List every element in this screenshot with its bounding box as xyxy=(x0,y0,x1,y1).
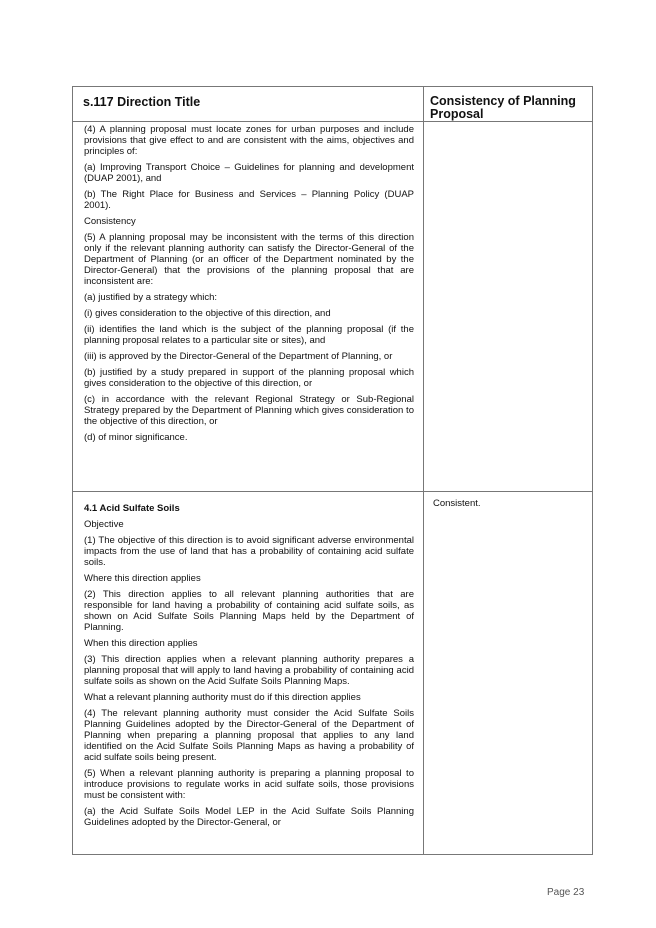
paragraph: (a) Improving Transport Choice – Guidelines for planning and development (DUAP 2001), and xyxy=(84,162,414,184)
paragraph: When this direction applies xyxy=(84,638,198,649)
paragraph: (4) The relevant planning authority must consider the Acid Sulfate Soils Planning Guidelines adopted by the Director-General of the Department of Planning when preparing a planning proposal that applies to any land identified on the Acid Sulfate Soils Planning Maps as having a probability of acid sulfate soils being present. xyxy=(84,708,414,763)
header-rule xyxy=(73,121,592,122)
row1-direction-text xyxy=(84,124,414,448)
column-divider xyxy=(423,87,424,854)
row-rule xyxy=(73,491,592,492)
paragraph: (4) A planning proposal must locate zones for urban purposes and include provisions that give effect to and are consistent with the aims, objectives and principles of: xyxy=(84,124,414,157)
paragraph: (iii) is approved by the Director-General of the Department of Planning, or xyxy=(84,351,393,362)
section-heading: 4.1 Acid Sulfate Soils xyxy=(84,503,180,514)
header-consistency: Consistency of Planning Proposal xyxy=(430,94,576,121)
paragraph: Where this direction applies xyxy=(84,573,201,584)
paragraph: (b) justified by a study prepared in support of the planning proposal which gives consideration to the objective of this direction, or xyxy=(84,367,414,389)
paragraph: Objective xyxy=(84,519,124,530)
paragraph: (i) gives consideration to the objective of this direction, and xyxy=(84,308,331,319)
paragraph: (5) When a relevant planning authority is preparing a planning proposal to introduce provisions to regulate works in acid sulfate soils, those provisions must be consistent with: xyxy=(84,768,414,801)
paragraph: (a) the Acid Sulfate Soils Model LEP in the Acid Sulfate Soils Planning Guidelines adopted by the Director-General, or xyxy=(84,806,414,828)
paragraph: (ii) identifies the land which is the subject of the planning proposal (if the planning proposal relates to a particular site or sites), and xyxy=(84,324,414,346)
paragraph: (2) This direction applies to all relevant planning authorities that are responsible for land having a probability of containing acid sulfate soils, as shown on Acid Sulfate Soils Planning Maps held by the Department of Planning. xyxy=(84,589,414,633)
paragraph: (3) This direction applies when a relevant planning authority prepares a planning proposal that will apply to land having a probability of containing acid sulfate soils as shown on the Acid Sulfate Soils Planning Maps. xyxy=(84,654,414,687)
planning-direction-table xyxy=(72,86,593,855)
paragraph: Consistency xyxy=(84,216,136,227)
row2-direction-text xyxy=(84,503,414,833)
row2-consistency: Consistent. xyxy=(433,498,481,509)
paragraph: (a) justified by a strategy which: xyxy=(84,292,218,303)
paragraph: What a relevant planning authority must do if this direction applies xyxy=(84,692,361,703)
paragraph: (b) The Right Place for Business and Services – Planning Policy (DUAP 2001). xyxy=(84,189,414,211)
page-number: Page 23 xyxy=(547,887,585,898)
paragraph: (c) in accordance with the relevant Regional Strategy or Sub-Regional Strategy prepared by the Department of Planning which gives consideration to the objective of this direction, or xyxy=(84,394,414,427)
paragraph: (5) A planning proposal may be inconsistent with the terms of this direction only if the relevant planning authority can satisfy the Director-General of the Department of Planning (or an officer of the Department nominated by the Director-General) that the provisions of the planning proposal that are inconsistent are: xyxy=(84,232,414,287)
header-direction-title: s.117 Direction Title xyxy=(83,95,201,109)
paragraph: (d) of minor significance. xyxy=(84,432,188,443)
paragraph: (1) The objective of this direction is to avoid significant adverse environmental impacts from the use of land that has a probability of containing acid sulfate soils. xyxy=(84,535,414,568)
